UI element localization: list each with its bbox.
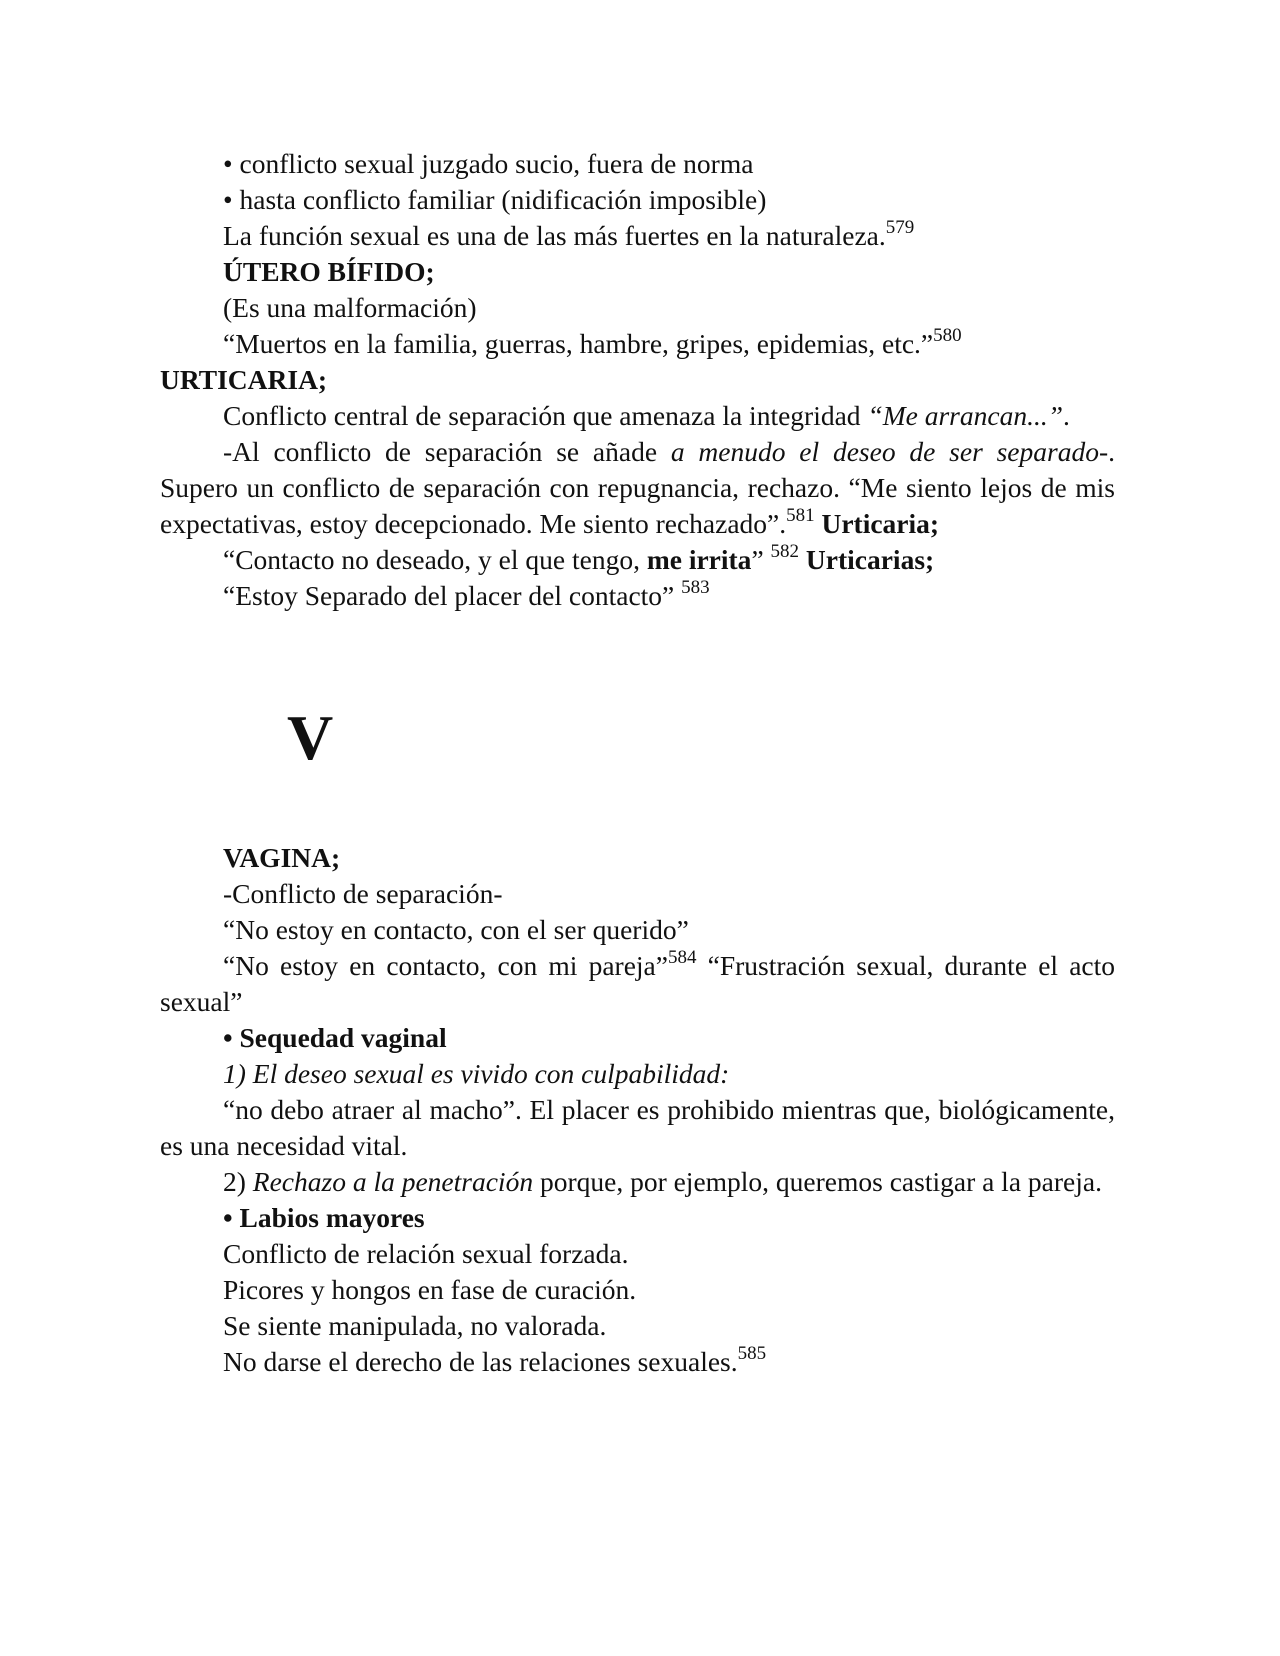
paragraph: [160, 434, 1115, 542]
paragraph: Conflicto de relación sexual forzada.: [223, 1238, 629, 1269]
italic-text: Rechazo a la penetración: [252, 1166, 534, 1197]
paragraph: [160, 326, 1115, 362]
paragraph-text: “Contacto no deseado, y el que tengo,: [223, 544, 647, 575]
section-letter: V: [287, 702, 334, 773]
paragraph-text: Conflicto central de separación que amenaza la integridad: [223, 400, 868, 431]
paragraph: “no debo atraer al macho”. El placer es prohibido mientras que, biológicamente, es una necesidad vital.: [160, 1094, 1115, 1161]
italic-text: a menudo el deseo de ser separado-: [670, 436, 1109, 467]
quote-text: “Frustración sexual, durante el acto sexual”: [160, 950, 1116, 1017]
paragraph-text: No darse el derecho de las relaciones sexuales.: [223, 1346, 738, 1377]
paragraph-text: ”: [751, 544, 771, 575]
footnote-ref[interactable]: 581: [786, 505, 815, 526]
footnote-ref[interactable]: 584: [667, 947, 697, 968]
paragraph-text: La función sexual es una de las más fuertes en la naturaleza.: [223, 220, 886, 251]
subheading-sequedad: • Sequedad vaginal: [223, 1022, 447, 1053]
paragraph: “No estoy en contacto, con el ser querido”: [223, 914, 689, 945]
paragraph: [160, 218, 1115, 254]
paragraph: 1) El deseo sexual es vivido con culpabilidad:: [223, 1058, 730, 1089]
quote-text: “Muertos en la familia, guerras, hambre, gripes, epidemias, etc.”: [223, 328, 934, 359]
entry-heading-vagina: VAGINA;: [223, 842, 341, 873]
list-item: • conflicto sexual juzgado sucio, fuera de norma: [223, 148, 754, 179]
entry-heading-urticaria: URTICARIA;: [160, 364, 328, 395]
list-item: • hasta conflicto familiar (nidificación imposible): [223, 184, 767, 215]
paragraph: [160, 1344, 1115, 1380]
paragraph: (Es una malformación): [223, 292, 477, 323]
paragraph-text: porque, por ejemplo, queremos castigar a la pareja.: [533, 1166, 1102, 1197]
entry-heading-utero: ÚTERO BÍFIDO;: [223, 256, 435, 287]
footnote-ref[interactable]: 583: [681, 577, 710, 598]
paragraph-text: .: [1063, 400, 1070, 431]
quote-text: “No estoy en contacto, con mi pareja”: [223, 950, 668, 981]
footnote-ref[interactable]: 579: [885, 217, 915, 238]
footnote-ref[interactable]: 582: [770, 541, 800, 562]
footnote-ref[interactable]: 585: [737, 1343, 767, 1364]
inline-heading: Urticaria;: [821, 508, 940, 539]
quote-text: “Estoy Separado del placer del contacto”: [223, 580, 682, 611]
paragraph: [160, 398, 1115, 434]
paragraph: [160, 948, 1115, 1020]
footnote-ref[interactable]: 580: [933, 325, 962, 346]
paragraph-text: . Supero un conflicto de separación con repugnancia, rechazo. “Me siento lejos de mis expectativas, estoy decepcionado. Me siento rechazado”.: [160, 436, 1115, 539]
paragraph: -Conflicto de separación-: [223, 878, 503, 909]
paragraph: Picores y hongos en fase de curación.: [223, 1274, 637, 1305]
paragraph-text: 2): [223, 1166, 253, 1197]
paragraph: [160, 542, 1115, 578]
paragraph: [160, 578, 1115, 614]
spacer: [160, 770, 1115, 840]
inline-heading: Urticarias;: [805, 544, 935, 575]
paragraph: [160, 1164, 1115, 1200]
italic-quote: “Me arrancan...”: [867, 400, 1063, 431]
paragraph-text: -Al conflicto de separación se añade: [223, 436, 671, 467]
bold-text: me irrita: [646, 544, 752, 575]
document-page: [160, 146, 1115, 1380]
paragraph: Se siente manipulada, no valorada.: [223, 1310, 607, 1341]
subheading-labios: • Labios mayores: [223, 1202, 425, 1233]
